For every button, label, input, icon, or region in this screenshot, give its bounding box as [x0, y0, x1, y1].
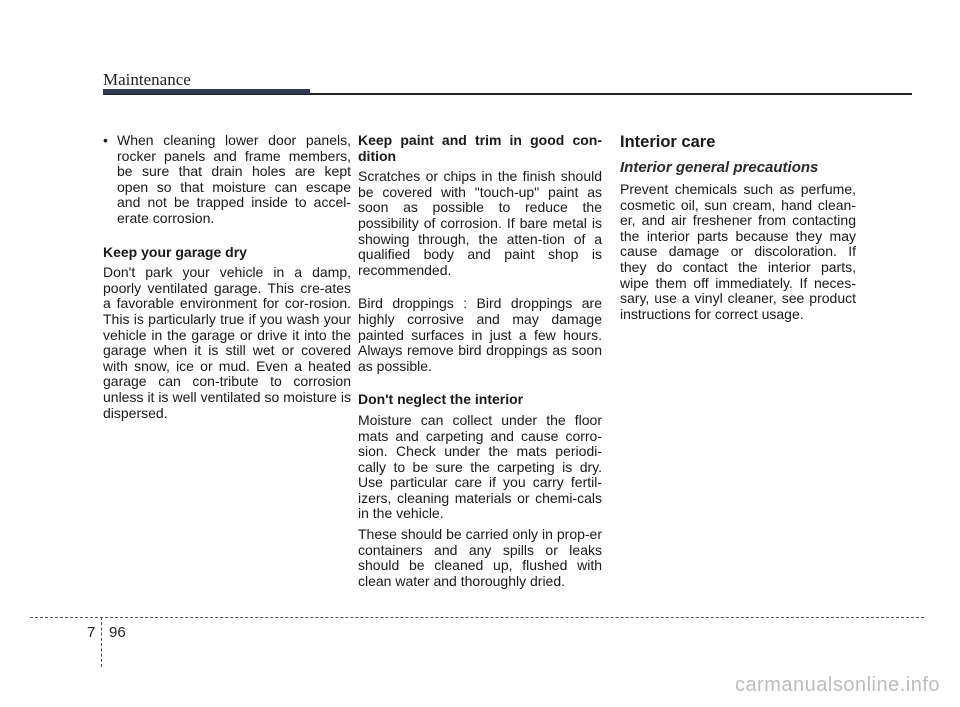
- header-accent-bar: [103, 89, 310, 94]
- footer-divider: [30, 617, 924, 618]
- watermark: carmanualsonline.info: [734, 674, 940, 696]
- interior-care-title: Interior care: [620, 133, 716, 151]
- column-middle: [358, 133, 602, 589]
- garage-heading: Keep your garage dry: [103, 243, 247, 260]
- page-number: 96: [109, 624, 126, 641]
- chapter-number: 7: [87, 624, 96, 641]
- interior-paragraph-1: Moisture can collect under the floor mats and carpeting and cause corro-sion. Check under the mats periodi-cally to be sure the carpeting is dry. Use particular care if you carry fertil-izers, cleaning materials or chemi-cals in the vehicle.: [358, 411, 602, 522]
- bullet-icon: •: [103, 132, 108, 148]
- interior-precautions-subtitle: Interior general precautions: [620, 159, 819, 176]
- column-right: [620, 133, 856, 322]
- interior-neglect-heading: Don't neglect the interior: [358, 391, 524, 408]
- paint-paragraph: Scratches or chips in the finish should be covered with "touch-up" paint as soon as possible to reduce the possibility of corrosion. If bare metal is showing through, the atten-tion of a qualified body and paint shop is recommended.: [358, 168, 602, 278]
- garage-paragraph: Don't park your vehicle in a damp, poorly ventilated garage. This cre-ates a favorable environment for cor-rosion. This is particularly true if you wash your vehicle in the garage or drive it into the garage when it is still wet or covered with snow, ice or mud. Even a heated garage can con-tribute to corrosion unless it is well ventilated so moisture is dispersed.: [103, 264, 351, 421]
- bullet-text: When cleaning lower door panels, rocker panels and frame members, be sure that drain holes are kept open so that moisture can escape and not be trapped inside to accel-erate corrosion.: [117, 132, 351, 226]
- bullet-item: [103, 133, 351, 227]
- paint-heading: Keep paint and trim in good con-dition: [358, 132, 602, 164]
- page-header-title: Maintenance: [103, 70, 191, 89]
- column-left: [103, 133, 351, 421]
- bird-droppings-paragraph: Bird droppings : Bird droppings are highly corrosive and may damage painted surfaces in just a few hours. Always remove bird droppings as soon as possible.: [358, 295, 602, 374]
- interior-care-paragraph: Prevent chemicals such as perfume, cosmetic oil, sun cream, hand clean-er, and air freshener from contacting the interior parts because they may cause damage or discoloration. If they do contact the interior parts, wipe them off immediately. If neces-sary, use a vinyl cleaner, see product instructions for correct usage.: [620, 181, 856, 322]
- interior-paragraph-2: These should be carried only in prop-er containers and any spills or leaks should be cleaned up, flushed with clean water and thoroughly dried.: [358, 526, 602, 589]
- footer-vertical-divider: [101, 617, 102, 667]
